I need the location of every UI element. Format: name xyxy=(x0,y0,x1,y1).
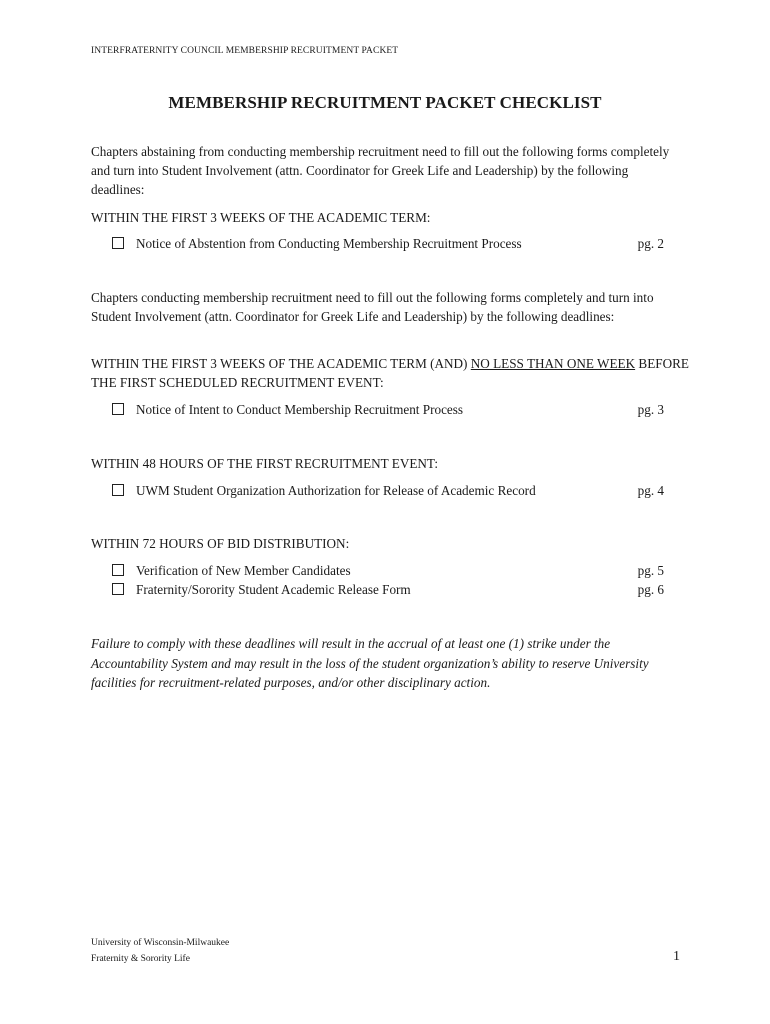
compliance-warning: Failure to comply with these deadlines will result in the accrual of at least one (1) strike under the Accountability System and may result in the loss of the student organization’s ability to reserve University facilities for recruitment-related purposes, and/or other disciplinary action. xyxy=(91,636,649,690)
checkbox[interactable] xyxy=(112,484,124,496)
footer-university: University of Wisconsin-Milwaukee xyxy=(91,938,230,948)
deadline-text: BEFORE THE FIRST SCHEDULED RECRUITMENT EVENT: xyxy=(91,356,689,390)
checklist-item-verification xyxy=(112,561,664,580)
item-label: Notice of Abstention from Conducting Membership Recruitment Process xyxy=(136,236,522,251)
checkbox[interactable] xyxy=(112,237,124,249)
checkbox[interactable] xyxy=(112,564,124,576)
within72-deadline: WITHIN 72 HOURS OF BID DISTRIBUTION: xyxy=(91,536,350,551)
checkbox[interactable] xyxy=(112,583,124,595)
running-header: INTERFRATERNITY COUNCIL MEMBERSHIP RECRUITMENT PACKET xyxy=(91,46,399,56)
within48-deadline: WITHIN 48 HOURS OF THE FIRST RECRUITMENT EVENT: xyxy=(91,456,438,471)
deadline-emphasis: NO LESS THAN ONE WEEK xyxy=(470,356,636,371)
item-page: pg. 3 xyxy=(637,402,664,417)
abstaining-deadline: WITHIN THE FIRST 3 WEEKS OF THE ACADEMIC TERM: xyxy=(91,210,431,225)
item-page: pg. 6 xyxy=(637,582,664,597)
footer-department: Fraternity & Sorority Life xyxy=(91,954,190,964)
deadline-text: WITHIN THE FIRST 3 WEEKS OF THE ACADEMIC TERM (AND) xyxy=(91,356,471,371)
checklist-item-academic-record xyxy=(112,481,664,500)
item-page: pg. 5 xyxy=(637,563,664,578)
abstaining-intro: Chapters abstaining from conducting membership recruitment need to fill out the following forms completely and turn into Student Involvement (attn. Coordinator for Greek Life and Leadership) by the following deadlines: xyxy=(91,144,670,197)
item-label: Verification of New Member Candidates xyxy=(136,563,351,578)
checklist-item-intent xyxy=(112,400,664,419)
item-label: Fraternity/Sorority Student Academic Release Form xyxy=(136,582,411,597)
item-page: pg. 4 xyxy=(637,483,664,498)
checklist-item-academic-release xyxy=(112,580,664,599)
checklist-item-abstention xyxy=(112,234,664,253)
item-label: UWM Student Organization Authorization for Release of Academic Record xyxy=(136,483,536,498)
conducting-deadline xyxy=(91,354,691,392)
page-number: 1 xyxy=(673,949,680,964)
checkbox[interactable] xyxy=(112,403,124,415)
page-title: MEMBERSHIP RECRUITMENT PACKET CHECKLIST xyxy=(168,93,602,112)
item-label: Notice of Intent to Conduct Membership Recruitment Process xyxy=(136,402,464,417)
conducting-intro: Chapters conducting membership recruitment need to fill out the following forms completely and turn into Student Involvement (attn. Coordinator for Greek Life and Leadership) by the following deadlines: xyxy=(91,290,654,324)
item-page: pg. 2 xyxy=(637,236,664,251)
